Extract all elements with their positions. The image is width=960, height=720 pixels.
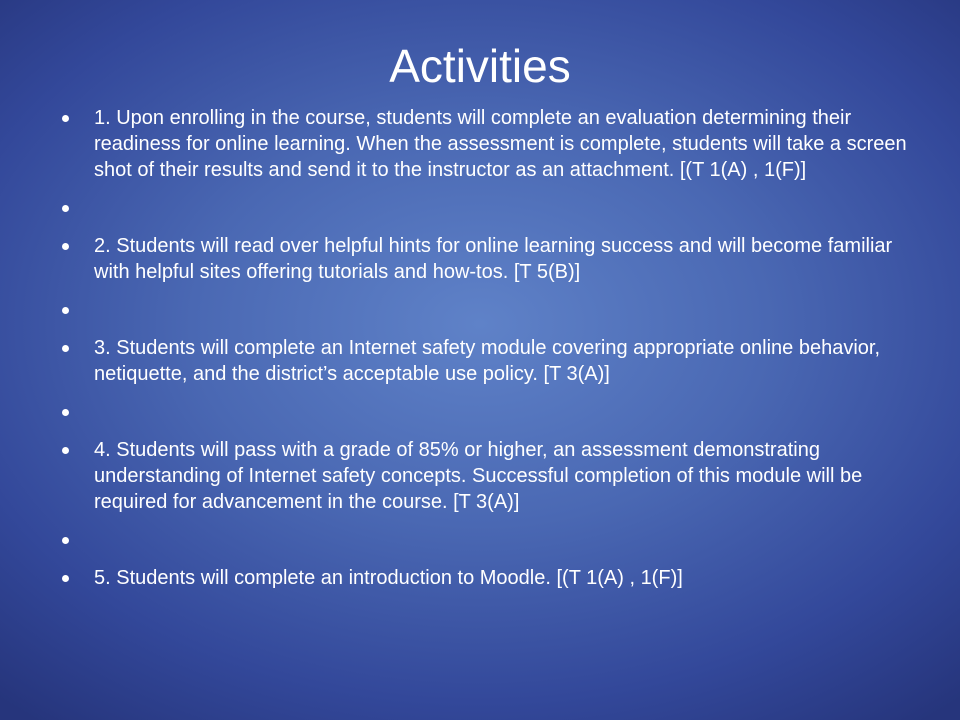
bullet-item-empty-2 [48,297,918,323]
slide-title: Activities [389,40,571,92]
bullet-text-1: 1. Upon enrolling in the course, students will complete an evaluation determining their readiness for online learning. When the assessment is complete, students will take a screen shot of their results and send it to the instructor as an attachment. [(T 1(A) , 1(F)] [94,107,907,181]
bullet-icon [62,537,69,544]
bullet-icon [62,115,69,122]
bullet-icon [62,575,69,582]
bullet-icon [62,243,69,250]
bullet-text-5: 5. Students will complete an introduction to Moodle. [(T 1(A) , 1(F)] [94,567,683,589]
bullet-item-5 [48,565,918,591]
bullet-icon [62,409,69,416]
bullet-item-empty-3 [48,399,918,425]
bullet-item-3 [48,335,918,387]
bullet-icon [62,307,69,314]
bullet-icon [62,205,69,212]
bullet-text-3: 3. Students will complete an Internet safety module covering appropriate online behavior, netiquette, and the district’s acceptable use policy. [T 3(A)] [94,337,881,385]
bullet-item-empty-1 [48,195,918,221]
bullet-icon [62,447,69,454]
bullet-item-empty-4 [48,527,918,553]
bullet-icon [62,345,69,352]
bullet-list [48,105,918,603]
bullet-item-1 [48,105,918,183]
bullet-item-2 [48,233,918,285]
bullet-text-4: 4. Students will pass with a grade of 85% or higher, an assessment demonstrating understanding of Internet safety concepts. Successful completion of this module will be required for advancement in the course. [T 3(A)] [94,439,863,513]
bullet-text-2: 2. Students will read over helpful hints for online learning success and will become familiar with helpful sites offering tutorials and how-tos. [T 5(B)] [94,235,893,283]
bullet-item-4 [48,437,918,515]
